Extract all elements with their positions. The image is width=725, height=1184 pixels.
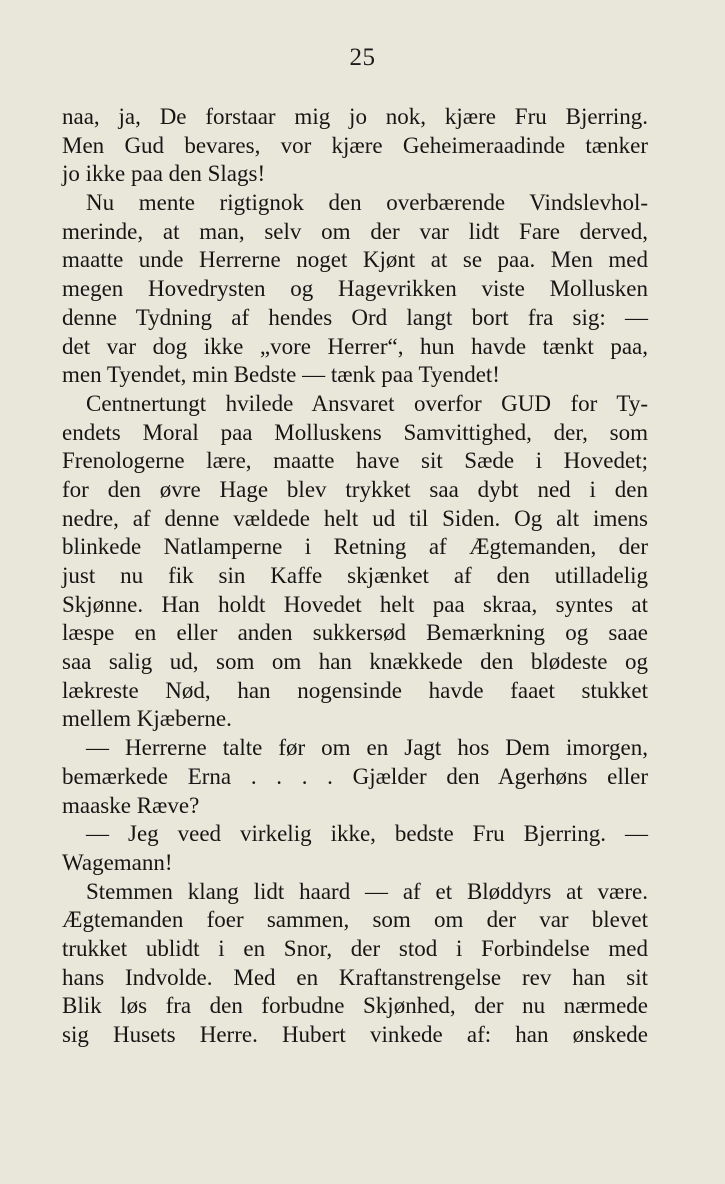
text-line: — Herrerne talte før om en Jagt hos Dem imorgen, xyxy=(86,735,648,761)
text-line: Men Gud bevares, vor kjære Geheimeraadinde tænker xyxy=(62,132,648,158)
text-line: hans Indvolde. Med en Kraftanstrengelse rev han sit xyxy=(62,964,648,990)
text-line: Stemmen klang lidt haard — af et Bløddyrs at være. xyxy=(86,878,648,904)
text-line: Centnertungt hvilede Ansvaret overfor GUD for Ty- xyxy=(86,390,648,416)
body-text xyxy=(62,103,648,1050)
text-line: Frenologerne lære, maatte have sit Sæde i Hovedet; xyxy=(62,448,648,474)
text-line: men Tyendet, min Bedste — tænk paa Tyendet! xyxy=(62,362,500,388)
text-line: nedre, af denne vældede helt ud til Siden. Og alt imens xyxy=(62,505,648,531)
text-line: endets Moral paa Molluskens Samvittighed, der, som xyxy=(62,419,648,445)
text-line: lækreste Nød, han nogensinde havde faaet stukket xyxy=(62,677,648,703)
text-line: blinkede Natlamperne i Retning af Ægtemanden, der xyxy=(62,534,648,560)
text-line: maaske Ræve? xyxy=(62,792,200,818)
text-line: trukket ublidt i en Snor, der stod i Forbindelse med xyxy=(62,935,648,961)
text-line: saa salig ud, som om han knækkede den blødeste og xyxy=(62,649,648,675)
text-line: Nu mente rigtignok den overbærende Vindslevhol- xyxy=(86,190,648,216)
text-line: mellem Kjæberne. xyxy=(62,706,232,732)
text-line: merinde, at man, selv om der var lidt Fare derved, xyxy=(62,218,648,244)
text-line: Blik løs fra den forbudne Skjønhed, der nu nærmede xyxy=(62,993,648,1019)
text-line: sig Husets Herre. Hubert vinkede af: han ønskede xyxy=(62,1022,648,1047)
text-line: Ægtemanden foer sammen, som om der var blevet xyxy=(62,907,648,933)
text-line: Skjønne. Han holdt Hovedet helt paa skraa, syntes at xyxy=(62,591,648,617)
text-line: det var dog ikke „vore Herrer“, hun havde tænkt paa, xyxy=(62,333,648,359)
text-line: denne Tydning af hendes Ord langt bort fra sig: — xyxy=(62,304,648,330)
text-line: — Jeg veed virkelig ikke, bedste Fru Bjerring. — xyxy=(86,821,648,847)
text-line: maatte unde Herrerne noget Kjønt at se paa. Men med xyxy=(62,247,648,273)
text-line: megen Hovedrysten og Hagevrikken viste Mollusken xyxy=(62,276,648,302)
text-line: jo ikke paa den Slags! xyxy=(62,161,266,187)
text-line: læspe en eller anden sukkersød Bemærkning og saae xyxy=(62,620,648,646)
page-number: 25 xyxy=(349,44,376,71)
text-line: Wagemann! xyxy=(62,849,173,875)
text-line: bemærkede Erna . . . . Gjælder den Agerhøns eller xyxy=(62,763,648,789)
text-line: just nu fik sin Kaffe skjænket af den utilladelig xyxy=(62,563,648,588)
text-line: naa, ja, De forstaar mig jo nok, kjære Fru Bjerring. xyxy=(62,104,648,129)
text-line: for den øvre Hage blev trykket saa dybt ned i den xyxy=(62,476,648,502)
